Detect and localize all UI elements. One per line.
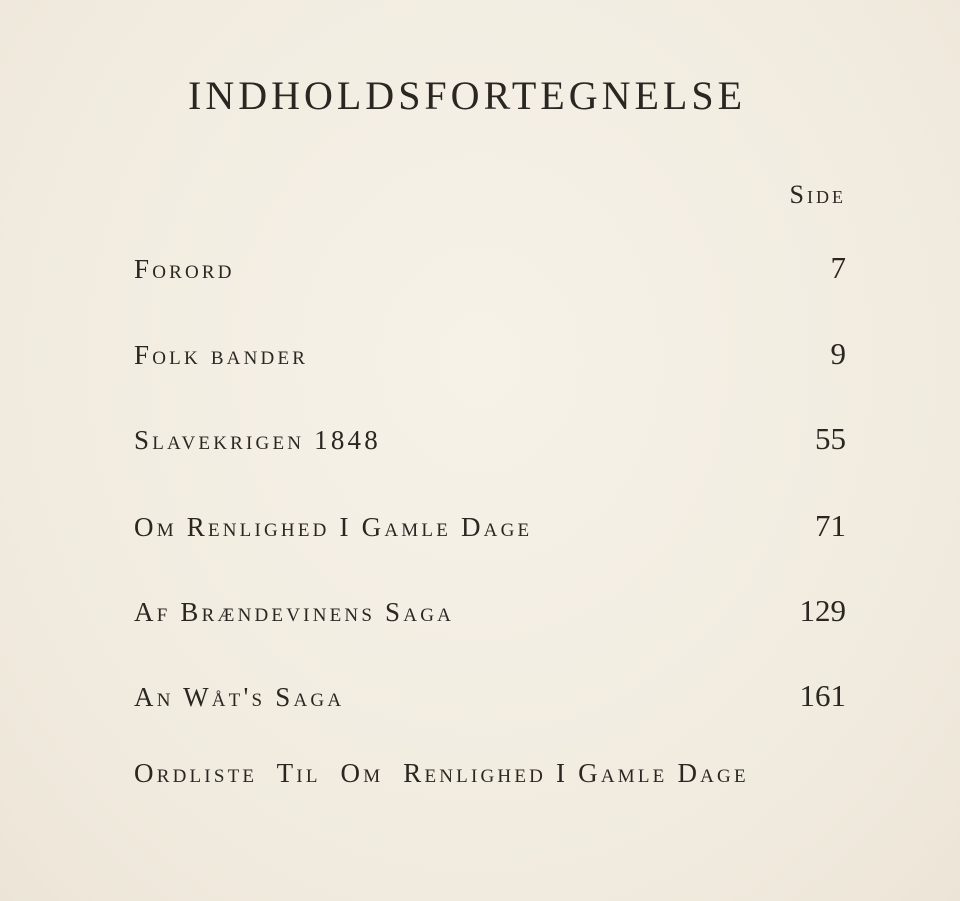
toc-entry <box>134 421 846 461</box>
toc-entry <box>134 250 846 290</box>
toc-entry <box>134 336 846 376</box>
toc-entry <box>134 678 846 718</box>
toc-entry-title: Forord <box>134 254 235 284</box>
toc-entry <box>134 508 846 548</box>
page-title: INDHOLDSFORTEGNELSE <box>188 73 747 118</box>
toc-entry-title: Om Renlighed I Gamle Dage <box>134 512 533 542</box>
toc-entry-page: 71 <box>815 508 846 543</box>
toc-entry-title: Folk bander <box>134 340 309 370</box>
toc-entry-page: 129 <box>799 593 846 628</box>
toc-entry-title: Af Brændevinens Saga <box>134 597 455 627</box>
page-column-header: Side <box>789 180 846 209</box>
toc-entry <box>134 593 846 633</box>
toc-entry-page: 7 <box>830 250 846 285</box>
toc-entry <box>134 758 846 798</box>
toc-entry-title: Ordliste Til Om Renlighed I Gamle Dage <box>134 758 749 788</box>
toc-entry-page: 55 <box>815 421 846 456</box>
toc-entry-title: An Wåt's Saga <box>134 682 345 712</box>
toc-entry-title: Slavekrigen 1848 <box>134 425 381 455</box>
toc-entry-page: 161 <box>799 678 846 713</box>
toc-entry-page: 9 <box>830 336 846 371</box>
